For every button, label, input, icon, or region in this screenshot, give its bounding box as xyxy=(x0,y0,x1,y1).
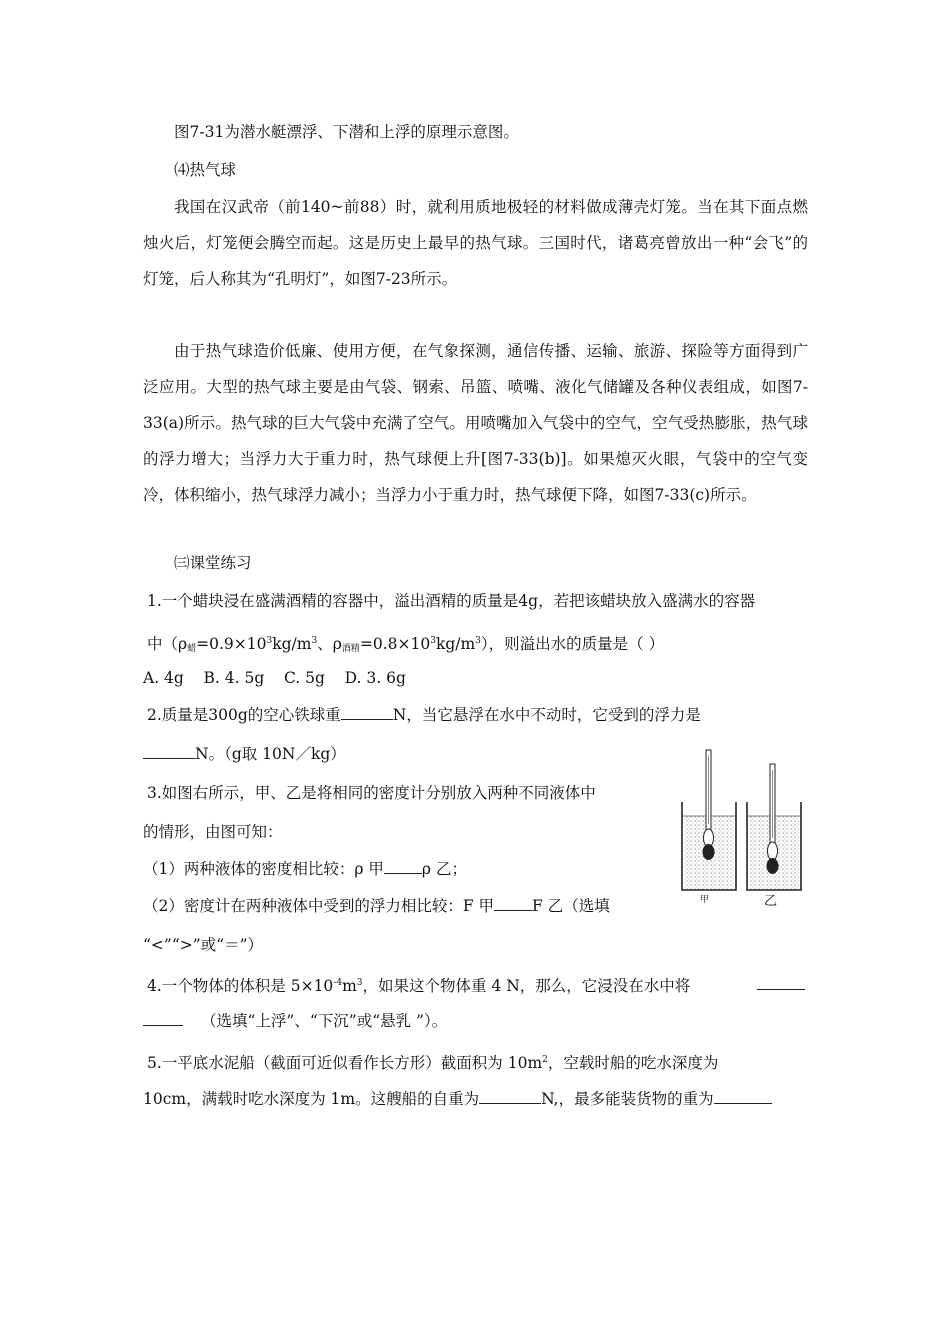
q5-line2 xyxy=(143,1089,772,1109)
q5-text: 10cm，满载时吃水深度为 1m。这艘船的自重为 xyxy=(143,1090,480,1108)
q3-text: （2）密度计在两种液体中受到的浮力相比较：F 甲 xyxy=(143,897,495,915)
paragraph-applications xyxy=(143,333,808,513)
q1-sup: 3 xyxy=(475,636,481,646)
q3-text: ρ 乙； xyxy=(421,860,467,878)
answer-blank[interactable] xyxy=(757,975,805,990)
q3-line2: 的情形，由图可知： xyxy=(143,823,283,841)
q4-text: 4.一个物体的体积是 5×10 xyxy=(147,977,334,995)
answer-blank[interactable] xyxy=(341,705,393,720)
q3-line5: “<”“>”或“＝”） xyxy=(143,936,264,954)
paragraph-history xyxy=(143,189,808,297)
q2-line2 xyxy=(143,744,346,764)
intro-line: 图7-31为潜水艇漂浮、下潜和上浮的原理示意图。 xyxy=(174,123,519,141)
section-heading-exercises: ㈢课堂练习 xyxy=(174,554,252,572)
q1-text: kg/m xyxy=(272,635,312,653)
q5-text: ，空载时船的吃水深度为 xyxy=(547,1054,719,1072)
q3-text: （1）两种液体的密度相比较：ρ 甲 xyxy=(143,860,384,878)
answer-blank[interactable] xyxy=(479,1089,541,1104)
right-container xyxy=(747,764,801,890)
answer-blank[interactable] xyxy=(494,896,532,911)
q4-text: ，如果这个物体重 4 N，那么，它浸没在水中将 xyxy=(362,977,691,995)
figure-label-right: 乙 xyxy=(764,894,778,909)
q1-text: 、ρ xyxy=(317,635,342,653)
q4-text: （选填“上浮”、“下沉”或“悬乳 ”）。 xyxy=(201,1012,448,1030)
q1-line2 xyxy=(147,631,664,659)
q3-line1: 3.如图右所示，甲、乙是将相同的密度计分别放入两种不同液体中 xyxy=(147,784,596,802)
q2-line1 xyxy=(147,705,701,725)
q5-line1 xyxy=(147,1050,718,1073)
answer-blank[interactable] xyxy=(384,859,422,874)
q4-line1 xyxy=(147,973,690,996)
q4-text: m xyxy=(342,977,357,995)
q3-line4 xyxy=(143,896,610,916)
figure-label-left: 甲 xyxy=(700,895,710,905)
q1-line1: 1.一个蜡块浸在盛满酒精的容器中，溢出酒精的质量是4g，若把该蜡块放入盛满水的容器 xyxy=(147,592,756,610)
q1-sub: 蜡 xyxy=(187,644,197,654)
q3-text: F 乙（选填 xyxy=(532,897,610,915)
answer-blank[interactable] xyxy=(143,744,195,759)
q2-text: 2.质量是300g的空心铁球重 xyxy=(147,706,341,724)
q1-text: ），则溢出水的质量是（ ） xyxy=(480,635,665,653)
hydrometer-diagram xyxy=(678,744,804,910)
q4-sup: 3 xyxy=(356,978,363,988)
q3-line3 xyxy=(143,859,467,879)
q2-text: N。（g取 10N／kg） xyxy=(195,745,346,763)
q1-options: A. 4g B. 4. 5g C. 5g D. 3. 6g xyxy=(143,669,406,687)
paragraph-applications-text: 由于热气球造价低廉、使用方便，在气象探测，通信传播、运输、旅游、探险等方面得到广泛应用。大型的热气球主要是由气袋、钢索、吊篮、喷嘴、液化气储罐及各种仪表组成，如图7-33(a)所示。热气球的巨大气袋中充满了空气。用喷嘴加入气袋中的空气，空气受热膨胀，热气球的浮力增大；当浮力大于重力时，热气球便上升[图7-33(b)]。如果熄灭火眼，气袋中的空气变冷，体积缩小，热气球浮力减小；当浮力小于重力时，热气球便下降，如图7-33(c)所示。 xyxy=(143,342,808,504)
q1-sup: 3 xyxy=(266,636,273,646)
q4-sup: -4 xyxy=(333,978,343,988)
q5-text: 5.一平底水泥船（截面可近似看作长方形）截面积为 10m xyxy=(147,1054,543,1072)
q1-text: =0.9×10 xyxy=(196,635,267,653)
paragraph-history-text: 我国在汉武帝（前140~前88）时，就利用质地极轻的材料做成薄壳灯笼。当在其下面点燃烛火后，灯笼便会腾空而起。这是历史上最早的热气球。三国时代，诸葛亮曾放出一种“会飞”的灯笼，后人称其为“孔明灯”，如图7-23所示。 xyxy=(143,198,808,288)
answer-blank[interactable] xyxy=(714,1089,772,1104)
q1-text: kg/m xyxy=(435,635,476,653)
q1-sub: 酒精 xyxy=(341,644,360,654)
q1-text: 中（ρ xyxy=(147,635,188,653)
hydrometer-figure xyxy=(678,744,804,910)
q1-sup: 3 xyxy=(311,636,318,646)
q2-text: N，当它悬浮在水中不动时，它受到的浮力是 xyxy=(392,706,701,724)
answer-blank[interactable] xyxy=(143,1011,183,1026)
section-heading-hot-air-balloon: ⑷热气球 xyxy=(174,161,237,179)
q5-sup: 2 xyxy=(542,1055,548,1065)
q4-line2 xyxy=(143,1011,447,1031)
q1-sup: 3 xyxy=(430,636,436,646)
left-container xyxy=(682,750,736,890)
q1-text: =0.8×10 xyxy=(359,635,431,653)
q5-text: N,，最多能装货物的重为 xyxy=(541,1090,714,1108)
